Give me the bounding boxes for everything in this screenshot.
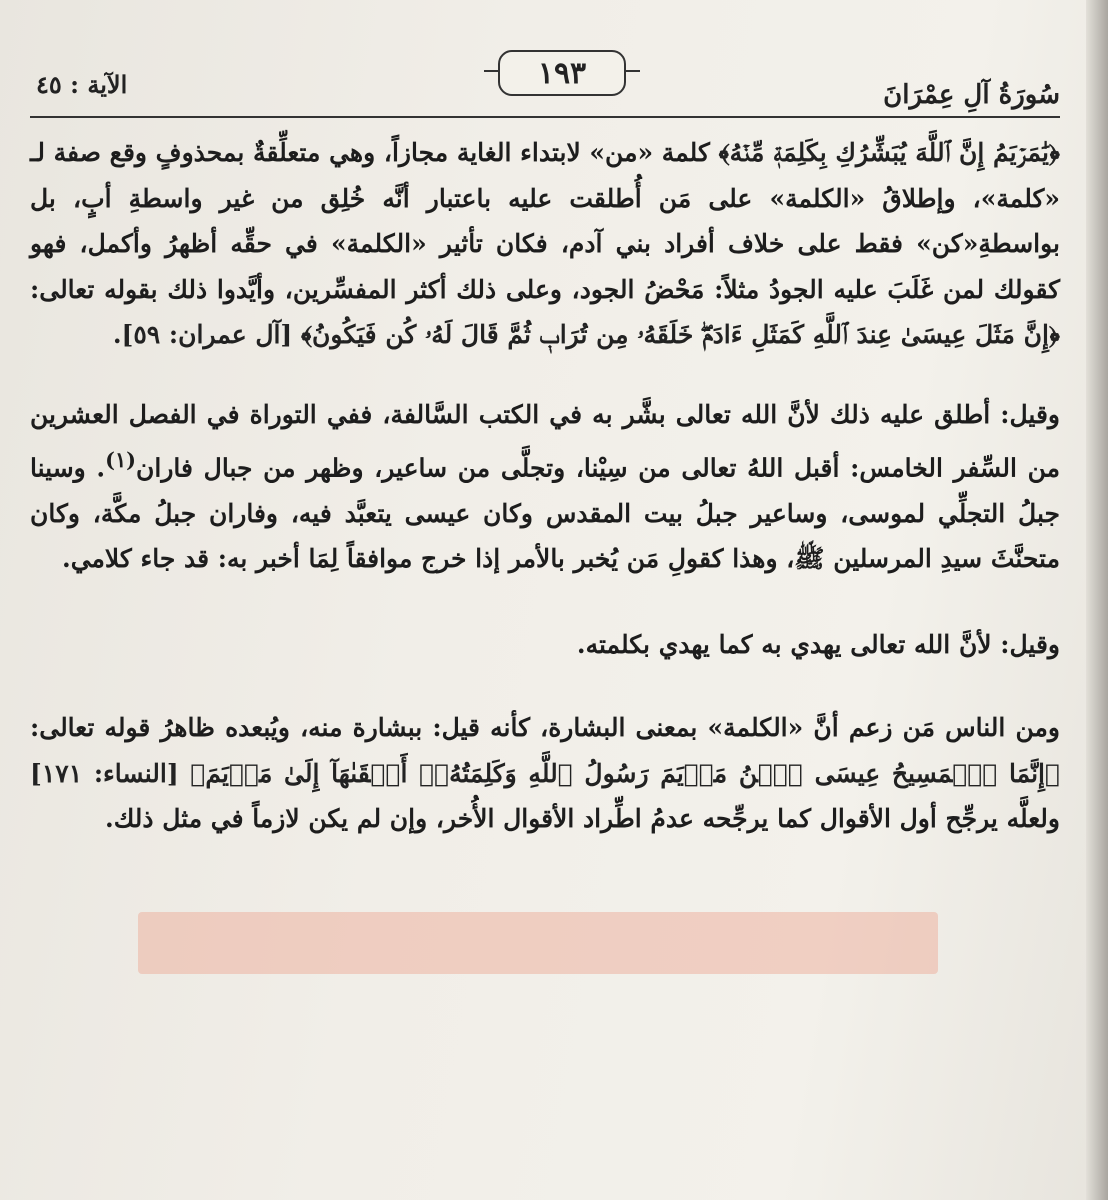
page-edge-shadow — [1086, 0, 1108, 1200]
citation: [آل عمران: ٥٩]. — [112, 320, 301, 349]
citation: [النساء: ١٧١] — [30, 758, 191, 788]
paragraph-3: وقيل: لأنَّ الله تعالى يهدي به كما يهدي بكلمته. — [576, 629, 1060, 659]
page-header — [30, 44, 1060, 120]
paragraph-1 — [30, 130, 1060, 358]
paragraph-text: . وسينا جبلُ التجلِّي لموسى، وساعير جبلُ بيت المقدس وكان عيسى يتعبَّد فيه، وفاران جبلُ مكَّة، وكان متحنَّثَ سيدِ المرسلين ﷺ، وهذا كقولِ مَن يُخبر بالأمر إذا خرج موافقاً لِمَا أخبر به: قد جاء كلامي. — [30, 453, 1060, 574]
paragraph-4 — [30, 705, 1060, 842]
highlight-mark — [138, 912, 938, 974]
verse-reference: الآية : ٤٥ — [36, 70, 128, 99]
quran-quote: ﴿إِنَّمَا ٱلۡمَسِيحُ عِيسَى ٱبۡنُ مَرۡيَمَ رَسُولُ ٱللَّهِ وَكَلِمَتُهُۥٓ أَلۡقَىٰهَآ إِلَىٰ مَرۡيَمَ﴾ — [190, 758, 1060, 788]
page-number: ١٩٣ — [498, 50, 626, 96]
paragraph-text: ويُبعده ظاهرُ قوله تعالى: — [30, 713, 301, 743]
quran-quote: ﴿إِنَّ مَثَلَ عِيسَىٰ عِندَ ٱللَّهِ كَمَثَلِ ءَادَمَۖ خَلَقَهُۥ مِن تُرَابٖ ثُمَّ قَالَ لَهُۥ كُن فَيَكُونُ﴾ — [300, 320, 1060, 349]
surah-name: سُورَةُ آلِ عِمْرَانَ — [883, 80, 1060, 110]
body-text — [30, 130, 1060, 842]
highlighted-text: ومن الناس مَن زعم أنَّ «الكلمة» بمعنى البشارة، كأنه قيل: ببشارة منه، — [300, 713, 1060, 743]
paragraph-text: ولعلَّه يرجِّح أول الأقوال كما يرجِّحه عدمُ اطِّراد الأقوال الأُخر، وإن لم يكن لازماً في مثل ذلك. — [105, 804, 1060, 834]
quran-quote: ﴿يَٰمَرۡيَمُ إِنَّ ٱللَّهَ يُبَشِّرُكِ بِكَلِمَةٖ مِّنۡهُ﴾ — [718, 138, 1060, 167]
paragraph-2 — [30, 392, 1060, 582]
paragraph-text: كلمة «من» لابتداء الغاية مجازاً، وهي متعلِّقةٌ بمحذوفٍ وقع صفة لـ «كلمة»، وإطلاقُ «الكلمة» على مَن أُطلقت عليه باعتبار أنَّه خُلِق من غير واسطةِ أبٍ، بل بواسطةِ«كن» فقط على خلاف أفراد بني آدم، فكان تأثير «الكلمة» في حقِّه أظهرُ وأكمل، فهو كقولك لمن غَلَبَ عليه الجودُ مثلاً: مَحْضُ الجود، وعلى ذلك أكثر المفسِّرين، وأيَّدوا ذلك بقوله تعالى: — [30, 138, 1060, 304]
header-divider — [30, 116, 1060, 118]
paragraph-text: وقيل: أطلق عليه ذلك لأنَّ الله تعالى بشَّر به في الكتب السَّالفة، ففي التوراة في الفصل العشرين من السِّفر الخامس: أقبل اللهُ تعالى من سِيْنا، وتجلَّى من ساعير، وظهر من جبال فاران — [30, 399, 1061, 483]
footnote-marker[interactable]: (١) — [105, 447, 137, 472]
